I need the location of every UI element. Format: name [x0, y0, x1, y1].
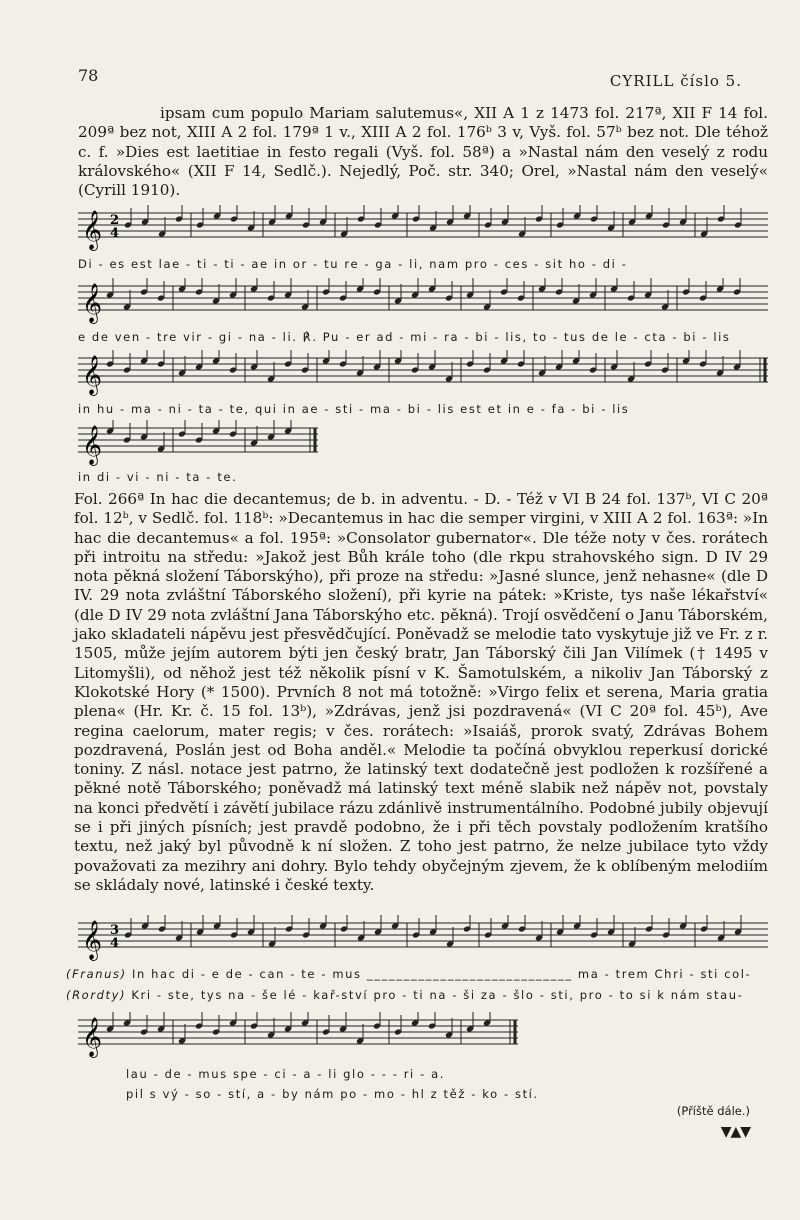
staff-2-svg — [78, 278, 768, 328]
czech-text-1: Kri - ste, tys na - še lé - kař-ství pro - ti na - ši za - šlo - sti, pro - to si k nám stau- — [126, 988, 744, 1002]
staff-row-1 — [78, 205, 768, 273]
staff-row-4 — [78, 420, 318, 488]
next-issue-note: (Příště dále.) — [676, 1104, 750, 1118]
page-number: 78 — [78, 66, 99, 85]
paragraph-intro: ipsam cum populo Mariam salutemus«, XII A 1 z 1473 fol. 217ª, XII F 14 fol. 209ª bez not, XIII A 2 fol. 179ª 1 v., XIII A 2 fol. 176ᵇ 3 v, Vyš. fol. 57ᵇ bez not. Dle téhož c. f. »Dies est laetitiae in festo regali (Vyš. fol. 58ª) a »Nastal nám den veselý z rodu královského« (XII F 14, Sedlč.). Nejedlý, Poč. str. 340; Orel, »Nastal nám den veselý« (Cyrill 1910). — [78, 104, 768, 200]
running-head: CYRILL číslo 5. — [609, 72, 742, 90]
time-sig-bottom: 4 — [110, 226, 120, 241]
chant1-lyrics-1: Di - es est lae - ti - ti - ae in or - tu re - ga - li, nam pro - ces - sit ho - di - — [78, 257, 628, 271]
treble-clef-icon: 𝄞 — [82, 210, 103, 250]
paragraph-commentary: Fol. 266ª In hac die decantemus; de b. in adventu. - D. - Též v VI B 24 fol. 137ᵇ, VI C 20ª fol. 12ᵇ, v Sedlč. fol. 118ᵇ: »Decantemus in hac die semper virgini, v XIII A 2 fol. 163ª: »In hac die decantemus« a fol. 195ª: »Consolator gubernator«. Dle téže noty v čes. rorátech při introitu na středu: »Jakož jest Bůh krále toho (dle rkpu strahovského sign. D IV 29 nota pěkná složení Táborskýho), při proze na středu: »Jasné slunce, jenž nehasne« (dle D IV. 29 nota zvláštní Táborského složení), při kyrie na pátek: »Kriste, tys naše lékařství« (dle D IV 29 nota zvláštní Jana Táborskýho etc. pěkná). Trojí osvědčení o Janu Táborském, jako skladateli nápěvu jest přesvědčující. Poněvadž se melodie tato vyskytuje již ve Fr. z r. 1505, může jejím autorem býti jen český bratr, Jan Táborský čili Jan Vilímek († 1495 v Litomyšli), od něhož jest též několik písní v K. Šamotulském, a nikoliv Jan Táborský z Klokotské Hory (* 1500). Prvních 8 not má totožně: »Virgo felix et serena, Maria gratia plena« (Hr. Kr. č. 15 fol. 13ᵇ), »Zdrávas, jenž jsi pozdravená« (VI C 20ª fol. 45ᵇ), Ave regina caelorum, mater regis; v čes. rorátech: »Isaiáš, prorok svatý, Zdrávas Bohem pozdravená, Poslán jest od Boha anděl.« Melodie ta počíná obvyklou reperkusí dorické toniny. Z násl. notace jest patrno, že latinský text dodatečně jest podložen k rozšířené a pěkné notě Táborského; poněvadž má latinský text méně slabik než nápěv not, povstaly na konci předvětí i závětí jubilace rázu zdánlivě instrumentálního. Podobné jubily objevují se i při jiných písních; jest pravdě podobno, že i při těch povstaly podložením kratšího textu, než jaký byl původně k ní složen. Z toho jest patrno, že nelze jubilace tyto vždy považovati za mezihry ani dohry. Bylo tehdy obyčejným zjevem, že k oblíbeným melodiím se skládaly nové, latinské i české texty. — [74, 490, 768, 894]
latin-text-1: In hac di - e de - can - te - mus ____________________________ ma - trem Chri - sti col- — [126, 967, 752, 981]
treble-clef-icon: 𝄞 — [82, 283, 103, 323]
staff-row-3 — [78, 350, 768, 418]
voice-label-latin: (Franus) — [66, 967, 127, 981]
staff-3-svg — [78, 350, 768, 400]
staff-row-6 — [78, 1012, 539, 1102]
time-sig-top: 2 — [110, 213, 120, 228]
chant2-czech-2: pil s vý - so - stí, a - by nám po - mo - hl z těž - ko - stí. — [126, 1087, 539, 1101]
voice-label-czech: (Rordty) — [66, 988, 127, 1002]
chant1-lyrics-3: in hu - ma - ni - ta - te, qui in ae - sti - ma - bi - lis est et in e - fa - bi - lis — [78, 402, 630, 416]
treble-clef-icon: 𝄞 — [82, 425, 103, 465]
chant1-lyrics-2: e de ven - tre vir - gi - na - li. ℟. Pu - er ad - mi - ra - bi - lis, to - tus de le - cta - bi - lis — [78, 330, 731, 344]
staff-6-svg — [78, 1012, 518, 1062]
chant2-latin-2: lau - de - mus spe - ci - a - li glo - - - ri - a. — [126, 1067, 446, 1081]
staff-1-svg — [78, 205, 768, 255]
time-sig-top: 3 — [110, 923, 120, 938]
ornament-icon: ▼▲▼ — [720, 1124, 750, 1140]
staff-5-svg — [78, 915, 768, 965]
treble-clef-icon: 𝄞 — [82, 1017, 103, 1057]
chant2-latin-1 — [66, 967, 756, 981]
staff-row-5 — [66, 915, 768, 1005]
staff-row-2 — [78, 278, 768, 346]
treble-clef-icon: 𝄞 — [82, 920, 103, 960]
time-sig-bottom: 4 — [110, 936, 120, 951]
staff-4-svg — [78, 420, 318, 470]
chant1-lyrics-4: in di - vi - ni - ta - te. — [78, 470, 238, 484]
treble-clef-icon: 𝄞 — [82, 355, 103, 395]
chant2-czech-1 — [66, 988, 756, 1002]
